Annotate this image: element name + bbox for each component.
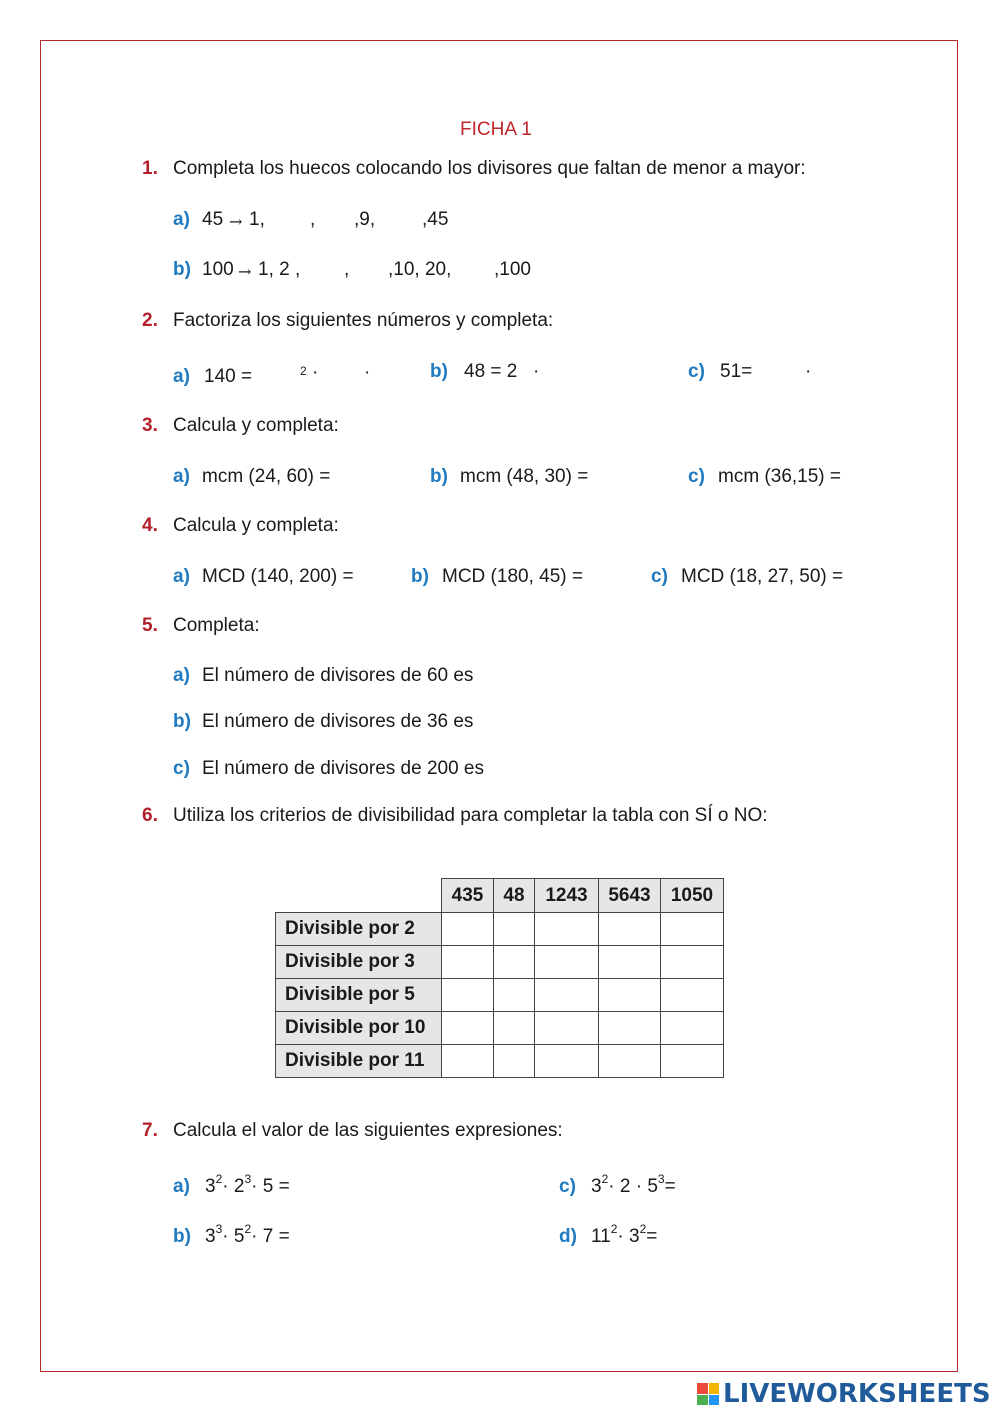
exponent: 3 xyxy=(657,1172,665,1186)
q4-number: 4. xyxy=(142,515,158,536)
answer-cell[interactable] xyxy=(599,1012,661,1045)
q7-number: 7. xyxy=(142,1120,158,1141)
q1-text: Completa los huecos colocando los divisores que faltan de menor a mayor: xyxy=(173,158,806,179)
row-header: Divisible por 11 xyxy=(276,1045,442,1078)
answer-cell[interactable] xyxy=(535,979,599,1012)
q1a-item-2: , xyxy=(310,209,316,230)
exponent: 3 xyxy=(244,1172,252,1186)
q1a-number: 45 xyxy=(202,209,224,230)
q2b-expression: 48 = 2 xyxy=(464,361,518,382)
answer-cell[interactable] xyxy=(599,979,661,1012)
base: 3 xyxy=(205,1176,216,1197)
q7c-label: c) xyxy=(559,1176,576,1197)
answer-cell[interactable] xyxy=(661,979,724,1012)
operator: · 7 = xyxy=(251,1226,290,1247)
q2a-dot-1: · xyxy=(312,362,319,383)
table-corner xyxy=(276,879,442,913)
q2a-exponent: 2 xyxy=(300,364,307,378)
divisibility-table xyxy=(275,878,724,1078)
answer-cell[interactable] xyxy=(535,1012,599,1045)
table-row xyxy=(276,913,724,946)
row-header: Divisible por 5 xyxy=(276,979,442,1012)
q5c-label: c) xyxy=(173,758,190,779)
q7b-expression xyxy=(205,1222,290,1249)
base: 3 xyxy=(591,1176,602,1197)
exponent: 2 xyxy=(639,1222,647,1236)
answer-cell[interactable] xyxy=(442,913,494,946)
answer-cell[interactable] xyxy=(442,979,494,1012)
q1a-item-3: ,9, xyxy=(354,209,376,230)
q2c-dot: · xyxy=(805,361,812,382)
q2c-label: c) xyxy=(688,361,705,382)
operator: = xyxy=(646,1226,658,1247)
q1a-item-4: ,45 xyxy=(422,209,449,230)
q1-number: 1. xyxy=(142,158,158,179)
q7c-expression xyxy=(591,1172,676,1199)
arrow-icon: → xyxy=(229,212,243,231)
answer-cell[interactable] xyxy=(661,1045,724,1078)
operator: · 2 · 5 xyxy=(608,1176,658,1197)
answer-cell[interactable] xyxy=(535,946,599,979)
answer-cell[interactable] xyxy=(599,946,661,979)
q4a-expression: MCD (140, 200) = xyxy=(202,566,354,587)
q7-text: Calcula el valor de las siguientes expresiones: xyxy=(173,1120,563,1141)
q7a-expression xyxy=(205,1172,290,1199)
q7d-expression xyxy=(591,1222,658,1249)
q4c-expression: MCD (18, 27, 50) = xyxy=(681,566,844,587)
exponent: 2 xyxy=(610,1222,618,1236)
answer-cell[interactable] xyxy=(535,913,599,946)
q3b-expression: mcm (48, 30) = xyxy=(460,466,589,487)
exponent: 2 xyxy=(244,1222,252,1236)
base: 11 xyxy=(591,1226,611,1247)
q5c-text: El número de divisores de 200 es xyxy=(202,758,484,779)
q5b-label: b) xyxy=(173,711,191,732)
page-frame xyxy=(40,40,958,1372)
q1b-label: b) xyxy=(173,259,191,280)
q2b-label: b) xyxy=(430,361,448,382)
table-row xyxy=(276,946,724,979)
q4a-label: a) xyxy=(173,566,190,587)
operator: · 2 xyxy=(222,1176,245,1197)
arrow-icon: → xyxy=(238,262,252,281)
q4-text: Calcula y completa: xyxy=(173,515,339,536)
q3a-label: a) xyxy=(173,466,190,487)
q2a-dot-2: · xyxy=(364,362,371,383)
answer-cell[interactable] xyxy=(599,913,661,946)
q1b-item-4: ,100 xyxy=(494,259,531,280)
q4b-label: b) xyxy=(411,566,429,587)
q6-text: Utiliza los criterios de divisibilidad para completar la tabla con SÍ o NO: xyxy=(173,805,768,826)
q1b-item-1: 1, 2 , xyxy=(258,259,301,280)
answer-cell[interactable] xyxy=(599,1045,661,1078)
q3c-expression: mcm (36,15) = xyxy=(718,466,842,487)
q7a-label: a) xyxy=(173,1176,190,1197)
q7d-label: d) xyxy=(559,1226,577,1247)
table-row xyxy=(276,1045,724,1078)
operator: · 5 = xyxy=(251,1176,290,1197)
table-row xyxy=(276,979,724,1012)
liveworksheets-logo[interactable] xyxy=(697,1378,991,1410)
row-header: Divisible por 3 xyxy=(276,946,442,979)
column-header: 435 xyxy=(442,879,494,913)
answer-cell[interactable] xyxy=(442,946,494,979)
column-header: 5643 xyxy=(599,879,661,913)
q2b-dot: · xyxy=(533,361,540,382)
q5-number: 5. xyxy=(142,615,158,636)
answer-cell[interactable] xyxy=(661,913,724,946)
q3-number: 3. xyxy=(142,415,158,436)
answer-cell[interactable] xyxy=(494,979,535,1012)
exponent: 2 xyxy=(601,1172,609,1186)
column-header: 1243 xyxy=(535,879,599,913)
operator: · 5 xyxy=(222,1226,245,1247)
row-header: Divisible por 10 xyxy=(276,1012,442,1045)
q1a-item-1: 1, xyxy=(249,209,265,230)
q2-text: Factoriza los siguientes números y completa: xyxy=(173,310,554,331)
q5a-text: El número de divisores de 60 es xyxy=(202,665,474,686)
q2a-label: a) xyxy=(173,366,190,387)
q3a-expression: mcm (24, 60) = xyxy=(202,466,331,487)
answer-cell[interactable] xyxy=(494,1045,535,1078)
exponent: 3 xyxy=(215,1222,223,1236)
q3b-label: b) xyxy=(430,466,448,487)
answer-cell[interactable] xyxy=(442,1012,494,1045)
column-header: 1050 xyxy=(661,879,724,913)
answer-cell[interactable] xyxy=(494,1012,535,1045)
base: 3 xyxy=(205,1226,216,1247)
q7b-label: b) xyxy=(173,1226,191,1247)
operator: · 3 xyxy=(617,1226,640,1247)
answer-cell[interactable] xyxy=(661,1012,724,1045)
table-row xyxy=(276,1012,724,1045)
q1b-item-2: , xyxy=(344,259,350,280)
column-header: 48 xyxy=(494,879,535,913)
q1b-number: 100 xyxy=(202,259,234,280)
q2a-expression: 140 = xyxy=(204,366,253,387)
q3-text: Calcula y completa: xyxy=(173,415,339,436)
answer-cell[interactable] xyxy=(661,946,724,979)
row-header: Divisible por 2 xyxy=(276,913,442,946)
answer-cell[interactable] xyxy=(535,1045,599,1078)
q5-text: Completa: xyxy=(173,615,260,636)
table-header-row xyxy=(276,879,724,913)
answer-cell[interactable] xyxy=(442,1045,494,1078)
page-title: FICHA 1 xyxy=(460,119,532,140)
q3c-label: c) xyxy=(688,466,705,487)
q5a-label: a) xyxy=(173,665,190,686)
q2-number: 2. xyxy=(142,310,158,331)
q4b-expression: MCD (180, 45) = xyxy=(442,566,583,587)
q1a-label: a) xyxy=(173,209,190,230)
exponent: 2 xyxy=(215,1172,223,1186)
q5b-text: El número de divisores de 36 es xyxy=(202,711,474,732)
operator: = xyxy=(664,1176,676,1197)
answer-cell[interactable] xyxy=(494,913,535,946)
q4c-label: c) xyxy=(651,566,668,587)
brand-name: LIVEWORKSHEETS xyxy=(723,1379,991,1409)
q6-number: 6. xyxy=(142,805,158,826)
q2c-expression: 51= xyxy=(720,361,753,382)
q1b-item-3: ,10, 20, xyxy=(388,259,452,280)
logo-mark-icon xyxy=(697,1383,719,1405)
answer-cell[interactable] xyxy=(494,946,535,979)
